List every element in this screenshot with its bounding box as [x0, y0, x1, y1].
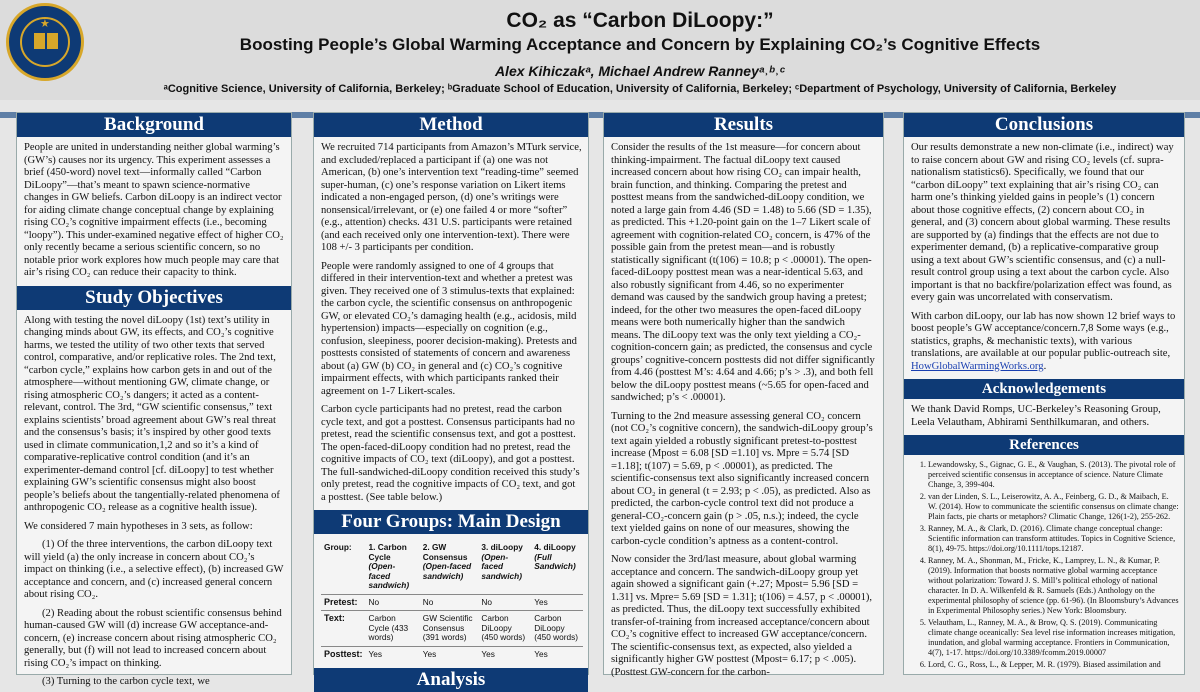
- objectives-paragraph-1: Along with testing the novel diLoopy (1st) text’s utility in changing minds about GW, its effects, and CO₂’s cognitive harms, we tested the utility of two other texts that served control, comparative, and/or replicative roles. The 2nd text, “carbon cycle,” explains how carbon gets in and out of the atmosphere—without mentioning GW, climate change, or rising atmospheric CO₂’s dangers; it acted as a content-relevant, control. The 3rd, “GW scientific consensus,” text explains scientists’ broad agreement about GW’s real threat and the consensus’s basis; it’s inspired by other good texts used in climate communication,1,2 and so it’s a kind of comparative-replicative control condition (and it’s an experimenter-demand control [cf. diLoopy] to test whether explaining GW’s scientific consensus might also boost people’s beliefs about the tangentially-related phenomena of anthropogenic CO₂ release as a cognitive health issue).: [24, 314, 280, 513]
- section-heading-conclusions: Conclusions: [904, 113, 1184, 137]
- design-col-2: 2. GW Consensus (Open-faced sandwich): [420, 540, 479, 594]
- list-item: 1. Lewandowsky, S., Gignac, G. E., & Vaughan, S. (2013). The pivotal role of perceived scientific consensus in acceptance of science. Nature Climate Change, 3, 399-404.: [928, 460, 1179, 490]
- poster-authors: Alex Kihiczakᵃ, Michael Andrew Ranneyᵃ˒ᵇ˒ᶜ: [494, 63, 786, 79]
- results-paragraph-3: Now consider the 3rd/last measure, about global warming acceptance and concern. The sandwich-diLoopy group yet again showed a significant gain (+.27; Mpost= 5.96 [SD = 1.31] vs. Mpre= 5.69 [SD = 1.31]; t(106) = 4.57, p < .00001), as predicted. Thus, the diLoopy text successfully exhibited transfer-of-training from increased acceptance/concern about CO₂’s cognitive effect to increased GW acceptance/concern. The scientific-consensus text, as expected, also yielded a significantly higher GW posttest (Mpost= 6.17; p < .005). (Posttest GW-concern for the carbon-: [611, 554, 873, 678]
- section-acknowledgements: [904, 399, 1184, 429]
- poster-header: [0, 0, 1200, 100]
- list-item: 5. Velautham, L., Ranney, M. A., & Brow, Q. S. (2019). Communicating climate change oceanically: Sea level rise information increases mitigation, inundation, and global warming acceptance. Frontiers in Communication, 4(7), 1-17. https://doi.org/10.3389/fcomm.2019.00007: [928, 618, 1179, 658]
- table-row: Pretest: No No No Yes: [321, 594, 583, 611]
- section-heading-analysis: Analysis: [314, 668, 588, 692]
- column-method: [313, 112, 589, 690]
- objectives-paragraph-2: We considered 7 main hypotheses in 3 sets, as follow:: [24, 520, 253, 532]
- poster-subtitle: Boosting People’s Global Warming Acceptance and Concern by Explaining CO₂’s Cognitive Effects: [239, 35, 1041, 54]
- section-heading-references: References: [904, 435, 1184, 455]
- objectives-hypothesis-1: (1) Of the three interventions, the carbon diLoopy text will yield (a) the only increase in concern about CO₂’s impact on thinking (i.e., a selective effect), (b) increased GW acceptance and concern, and (c) increased general concern about rising CO₂.: [24, 539, 284, 600]
- method-paragraph-3: Carbon cycle participants had no pretest, read the carbon cycle text, and got a posttest. Consensus participants had no pretest, read the scientific consensus text, and got a posttest. The open-faced-diLoopy condition had no pretest, read the cognitive impacts of CO₂ text (diLoopy), and got a posttest. The full-sandwiched-diLoopy condition received this study’s only pretest, read the cognitive impacts of CO₂ text, and got a posttest. (See table below.): [321, 404, 580, 503]
- section-background: [17, 137, 291, 280]
- design-col-4: 4. diLoopy (Full Sandwich): [531, 540, 583, 594]
- section-conclusions: [904, 137, 1184, 373]
- section-heading-acknowledgements: Acknowledgements: [904, 379, 1184, 399]
- section-heading-method: Method: [314, 113, 588, 137]
- references-list: [904, 455, 1184, 670]
- list-item: 3. Ranney, M. A., & Clark, D. (2016). Climate change conceptual change: Scientific information can transform attitudes. Topics in Cognitive Science, 8(1), 49-75. https://doi.org/10.1111/tops.12187.: [928, 524, 1179, 554]
- design-corner: Group:: [321, 540, 366, 594]
- background-paragraph: People are united in understanding neither global warming’s (GW’s) causes nor its urgency. This experiment assesses a brief (450-word) novel text—informally called “Carbon DiLoopy”—that’s meant to spawn science-normative changes in GW beliefs. Carbon diLoopy is an indirect vector for aiding climate change conceptual change by explaining rising CO₂’s cognitive impairment effects (i.e., becoming “loopy”). This under-examined negative effect of higher CO₂ only recently became a serious scientific concern, so no notable prior work explores how much people may care that air’s rising CO₂ can reduce their capacity to think.: [24, 142, 284, 278]
- results-paragraph-2: Turning to the 2nd measure assessing general CO₂ concern (not CO₂’s cognitive concern), the sandwich-diLoopy group’s text again yielded a robustly significant pretest-to-posttest increase (Mpost = 6.08 [SD =1.10] vs. Mpre = 5.74 [SD =1.18]; t(107) = 5.69, p < .00001), as predicted. The scientific-consensus text also significantly increased concern about CO₂ in general (t = 2.93; p < .05), as predicted. Also as predicted, the carbon-cycle control text did not produce a general-CO₂-concern gain (p > .05, n.s.); indeed, the cycle text yielded gains on none of our measures, showing the carbon-cycle condition’s aptness as a content-control.: [611, 410, 873, 547]
- acknowledgements-text: We thank David Romps, UC-Berkeley’s Reasoning Group, Leela Velautham, Abhirami Senthilkumaran, and others.: [911, 404, 1161, 428]
- table-row: Text: Carbon Cycle (433 words) GW Scientific Consensus (391 words) Carbon DiLoopy (450 words) Carbon DiLoopy (450 words): [321, 611, 583, 647]
- column-results: [603, 112, 884, 678]
- section-method: [314, 137, 588, 504]
- list-item: 6. Lord, C. G., Ross, L., & Lepper, M. R. (1979). Biased assimilation and: [928, 660, 1179, 670]
- section-results: [604, 137, 883, 679]
- design-col-3: 3. diLoopy (Open-faced sandwich): [478, 540, 531, 594]
- design-table: [321, 540, 583, 662]
- method-paragraph-1: We recruited 714 participants from Amazon’s MTurk service, and excluded/replaced a participant if (a) one was not American, (b) one’s intervention text “reading-time” seemed super-human, (c) one’s response variation on Likert items indicated a non-engaged person, (d) one’s writings were nonsensical/irrelevant, or (e) one failed 4 or more “softer” (e.g., attention) checks. 431 U.S. participants were retained (and each received only one intervention-text). There were 108 +/- 3 participants per condition.: [321, 142, 582, 253]
- outreach-site-link[interactable]: HowGlobalWarmingWorks.org: [911, 360, 1044, 372]
- design-col-1: 1. Carbon Cycle (Open-faced sandwich): [366, 540, 420, 594]
- section-objectives: [17, 310, 291, 689]
- list-item: 2. van der Linden, S. L., Leiserowitz, A. A., Feinberg, G. D., & Maibach, E. W. (2014). How to communicate the scientific consensus on climate change: Plain facts, pie charts or metaphors? Climatic Change, 126(1-2), 255-262.: [928, 492, 1179, 522]
- section-heading-background: Background: [17, 113, 291, 137]
- section-heading-design: Four Groups: Main Design: [314, 510, 588, 534]
- method-paragraph-2: People were randomly assigned to one of 4 groups that differed in their intervention-text and whether a pretest was given. They received one of 3 stimulus-texts that explained: the carbon cycle, the scientific consensus on anthropogenic GW, or elevated CO₂’s damaging health (e.g., acidosis, mild hypertension) impacts—especially on cognition (e.g., confusion, sleepiness, poorer decision-making). Pretests and posttests consisted of statements of concern and awareness about (a) GW (b) CO₂ in general and (c) CO₂’s cognitive impairment effects, with which participants ranked their agreement on 1-7 Likert-scales.: [321, 260, 577, 397]
- poster-affiliations: ᵃCognitive Science, University of California, Berkeley; ᵇGraduate School of Education, University of California, Berkeley; ᶜDepartment of Psychology, University of California, Berkeley: [163, 83, 1117, 95]
- section-heading-objectives: Study Objectives: [17, 286, 291, 310]
- column-background: [16, 112, 292, 687]
- poster-title: CO₂ as “Carbon DiLoopy:”: [506, 9, 774, 32]
- objectives-hypothesis-2: (2) Reading about the robust scientific consensus behind human-caused GW will (d) increase GW acceptance-and-concern, (e) increase concern about rising atmospheric CO₂ generally, but (f) will not lead to increased concern about rising CO₂’s impact on thinking.: [24, 607, 282, 669]
- conclusions-paragraph-2: With carbon diLoopy, our lab has now shown 12 brief ways to boost people’s GW acceptance/concern.7,8 Some ways (e.g., statistics, graphs, & mechanistic texts), with various translations, are available at our popular public-outreach site, HowGlobalWarmingWorks.org.: [911, 310, 1176, 372]
- objectives-hypothesis-3: (3) Turning to the carbon cycle text, we: [42, 676, 210, 687]
- conclusions-paragraph-1: Our results demonstrate a new non-climate (i.e., indirect) way to raise concern about GW and rising CO₂ levels (cf. supra-nationalism statistics6). Specifically, we found that our “carbon diLoopy” text explaining that air’s rising CO₂ can harm one’s thinking yielded gains in people’s (1) concern about those cognitive effects, (2) concern about CO₂ in general, and (3) concern about global warming. These results are supported by (a) findings that the effects are not due to experimenter demand, (b) a replicative-comparative group using a text about GW’s scientific consensus, and (c) a null-result control group using a text about the carbon cycle. Also important is that no backfire/polarization effect was found, as every gain was uncorrelated with conservatism.: [911, 142, 1174, 303]
- table-row: Posttest: Yes Yes Yes Yes: [324, 648, 548, 659]
- results-paragraph-1: Consider the results of the 1st measure—for concern about thinking-impairment. The factual diLoopy text caused increased concern about how rising CO₂ can impair health, brain function, and thinking. Comparing the pretest and posttest means from the sandwiched-diLoopy condition, we noted a large gain from 4.46 (SD = 1.48) to 5.66 (SD = 1.35), as predicted. This +1.20-point gain on the 1–7 Likert scale of agreement with cognition-related CO₂ concern, is 47% of the possible gain from the pretest mean—and is robustly statistically significant (t(106) = 10.8; p < .00001). The open-faced-diLoopy posttest mean was a near-identical 5.63, and also robustly significant from 4.46, so no experimenter demand was caused by the sandwich group having a pretest; indeed, for the other two measures the open-faced diLoopy means were both numerically higher than the sandwich means. The diLoopy text was the only text yielding a CO₂-cognition-concern gain; as predicted, the consensus and cycle groups’ cognitive-concern posttests did not differ significantly from 4.46 (posttest M’s: 4.64 and 4.66; p’s > .3), and both fell below the diLoopy posttest means (~5.65 for open-faced and sandwiched; p’s < .00001).: [611, 142, 875, 403]
- uc-berkeley-seal-icon: ★: [6, 3, 84, 81]
- list-item: 4. Ranney, M. A., Shonman, M., Fricke, K., Lamprey, L. N., & Kumar, P. (2019). Information that boosts normative global warming acceptance without polarization: Toward J. S. Mill’s political ethology of national character. In D. A. Wilkenfeld & R. Samuels (Eds.) Anthology on the experimental philosophy of science (pp. 61-96). (In Bloomsbury’s Advances in Experimental Philosophy series.) New York: Bloomsbury.: [928, 556, 1179, 616]
- section-heading-results: Results: [604, 113, 883, 137]
- column-conclusions: [903, 112, 1185, 675]
